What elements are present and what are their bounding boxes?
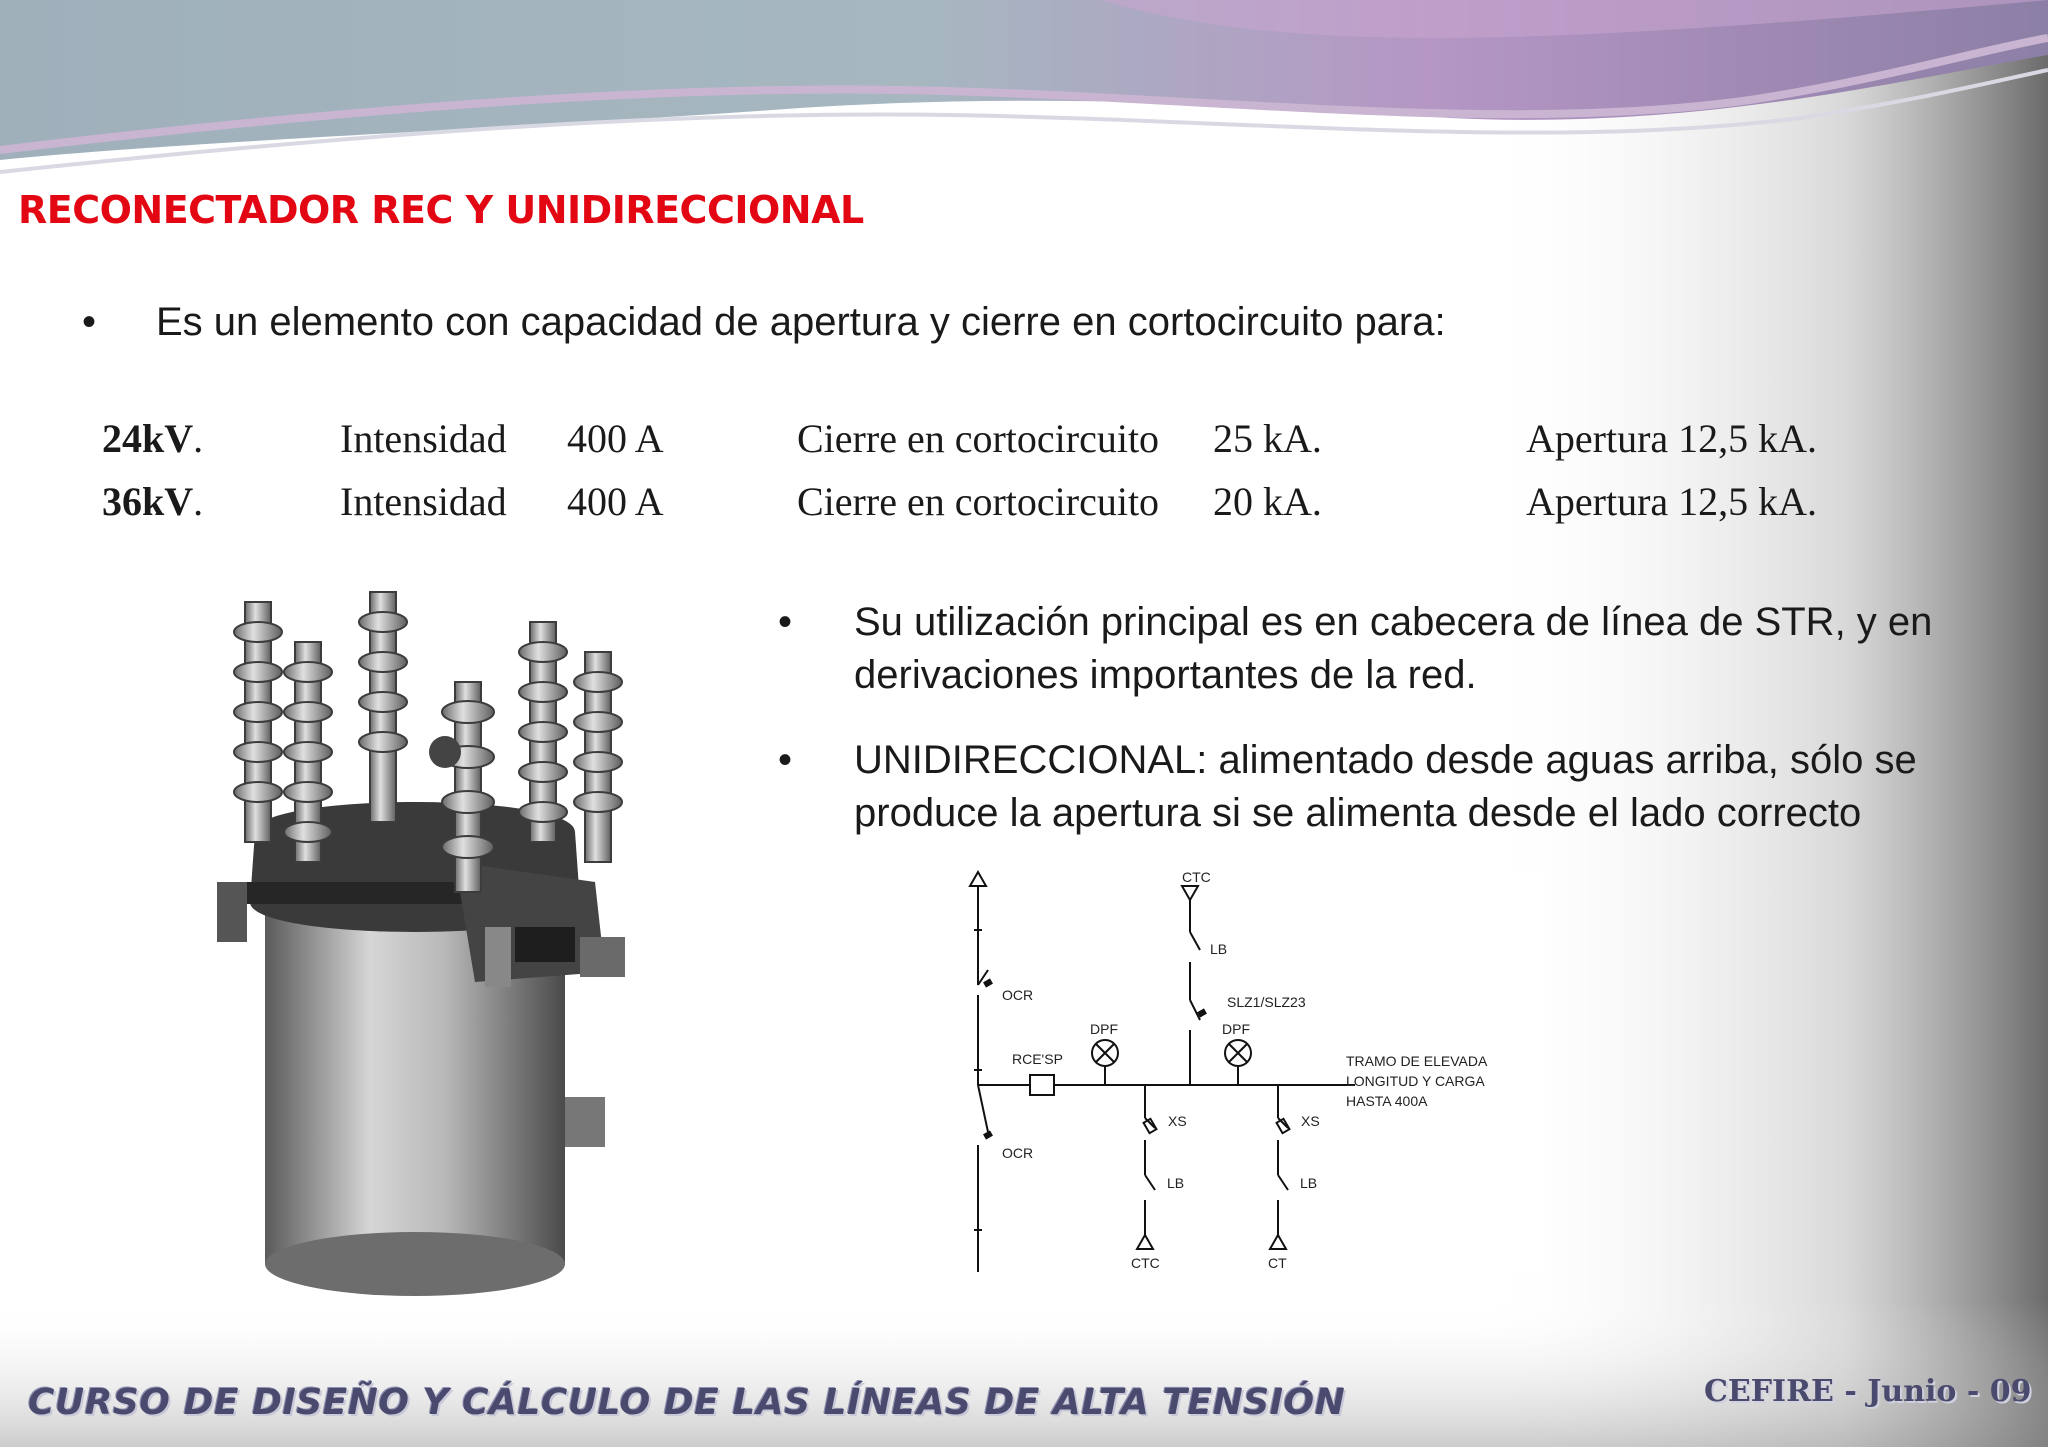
single-line-diagram	[960, 870, 1545, 1272]
bullet-glyph: •	[82, 300, 97, 344]
intro-bullet: Es un elemento con capacidad de apertura y cierre en cortocircuito para:	[156, 300, 1446, 344]
row2-intensity-label: Intensidad	[340, 479, 507, 524]
diag-label-ctc-top: CTC	[1182, 870, 1211, 885]
row1-intensity: 400 A	[567, 416, 664, 461]
usage-text: Su utilización principal es en cabecera de línea de STR, y en derivaciones importantes de la red.	[854, 600, 1933, 697]
row1-closing-label: Cierre en cortocircuito	[797, 416, 1160, 461]
row1-intensity-label: Intensidad	[340, 416, 507, 461]
bullet-glyph: •	[778, 600, 793, 644]
row2-voltage: 36kV.	[102, 479, 204, 524]
diag-label-rcesp: RCE'SP	[1012, 1051, 1063, 1067]
diag-label-xs-left: XS	[1168, 1113, 1187, 1129]
diag-label-xs-right: XS	[1301, 1113, 1320, 1129]
diag-label-ct-bottom: CT	[1268, 1255, 1287, 1271]
footer-date: CEFIRE - Junio - 09	[1704, 1374, 2032, 1409]
diag-label-lb-right: LB	[1300, 1175, 1318, 1191]
diag-label-slz: SLZ1/SLZ23	[1227, 994, 1306, 1010]
diag-label-ocr-bottom: OCR	[1002, 1145, 1034, 1161]
diag-label-tramo-1: TRAMO DE ELEVADA	[1346, 1053, 1488, 1069]
recloser-photo	[215, 582, 675, 1322]
row2-opening: Apertura 12,5 kA.	[1526, 479, 1818, 524]
row2-closing-label: Cierre en cortocircuito	[797, 479, 1160, 524]
footer-course-title: CURSO DE DISEÑO Y CÁLCULO DE LAS LÍNEAS DE ALTA TENSIÓN	[28, 1382, 1346, 1423]
diag-label-tramo-2: LONGITUD Y CARGA	[1346, 1073, 1485, 1089]
slide-title: RECONECTADOR REC Y UNIDIRECCIONAL	[18, 188, 864, 232]
bullet-glyph: •	[778, 738, 793, 782]
row1-voltage: 24kV.	[102, 416, 204, 461]
unidirectional-text: UNIDIRECCIONAL: alimentado desde aguas arriba, sólo se produce la apertura si se alimenta desde el lado correcto	[854, 738, 1917, 835]
row1-closing: 25 kA.	[1213, 416, 1322, 461]
diag-label-tramo-3: HASTA 400A	[1346, 1093, 1428, 1109]
row2-closing: 20 kA.	[1213, 479, 1322, 524]
diag-label-lb-top: LB	[1210, 941, 1228, 957]
row2-intensity: 400 A	[567, 479, 664, 524]
diag-label-ctc-bottom: CTC	[1131, 1255, 1160, 1271]
diag-label-ocr-top: OCR	[1002, 987, 1034, 1003]
diag-label-dpf-right: DPF	[1222, 1021, 1250, 1037]
row1-opening: Apertura 12,5 kA.	[1526, 416, 1818, 461]
diag-label-dpf-left: DPF	[1090, 1021, 1118, 1037]
diag-label-lb-left: LB	[1167, 1175, 1185, 1191]
